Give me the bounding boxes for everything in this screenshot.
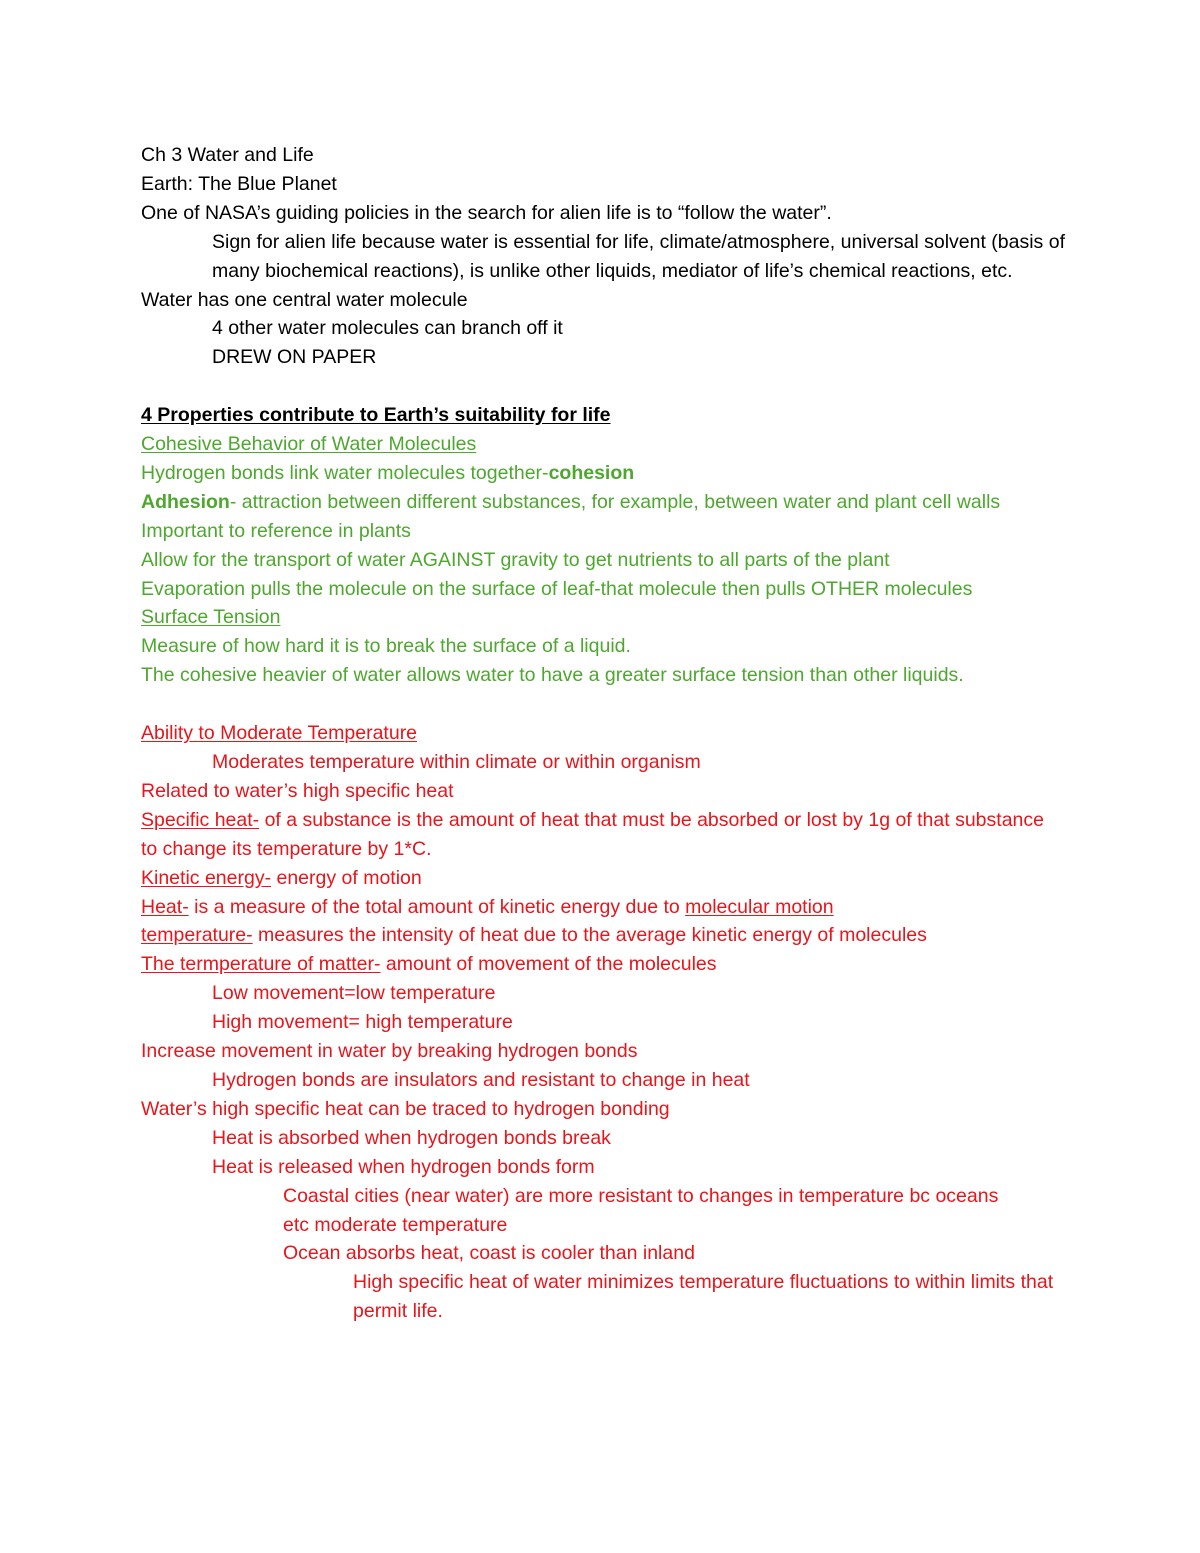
spacer	[141, 372, 1101, 401]
kinetic-energy-definition	[141, 864, 1101, 893]
kinetic-energy-term: Kinetic energy-	[141, 866, 272, 889]
nasa-policy-line: One of NASA’s guiding policies in the search for alien life is to “follow the water”.	[141, 201, 832, 224]
drew-on-paper-line: DREW ON PAPER	[212, 346, 377, 369]
temperature-heading: Ability to Moderate Temperature	[141, 722, 418, 745]
specific-heat-definition	[141, 806, 1051, 864]
surface-tension-heading: Surface Tension	[141, 606, 281, 629]
hydrogen-bonds-line	[141, 459, 1101, 488]
low-movement-line: Low movement=low temperature	[212, 982, 496, 1005]
cohesion-heading: Cohesive Behavior of Water Molecules	[141, 433, 477, 456]
chapter-title: Ch 3 Water and Life	[141, 144, 314, 166]
moderates-line: Moderates temperature within climate or within organism	[212, 751, 701, 773]
heat-absorbed-line: Heat is absorbed when hydrogen bonds break	[212, 1126, 611, 1149]
temperature-text: measures the intensity of heat due to the average kinetic energy of molecules	[252, 924, 927, 947]
temperature-of-matter-definition	[141, 950, 1101, 979]
specific-heat-relation-line: Related to water’s high specific heat	[141, 779, 454, 802]
coastal-cities-line: Coastal cities (near water) are more resistant to changes in temperature bc oceans etc moderate temperature	[283, 1184, 999, 1236]
heat-released-line: Heat is released when hydrogen bonds form	[212, 1155, 595, 1178]
molecular-motion-term: molecular motion	[685, 895, 834, 918]
document-page	[141, 141, 1101, 1326]
heading-underline-tail	[611, 401, 677, 430]
subtitle: Earth: The Blue Planet	[141, 172, 337, 195]
temperature-definition	[141, 921, 1101, 950]
adhesion-text: - attraction between different substances, for example, between water and plant cell walls	[229, 490, 1001, 513]
heat-term: Heat-	[141, 895, 189, 918]
adhesion-line	[141, 488, 1051, 517]
temperature-of-matter-text: amount of movement of the molecules	[380, 953, 717, 976]
cohesion-term: cohesion	[548, 461, 635, 484]
spacer	[141, 690, 1101, 719]
insulators-line: Hydrogen bonds are insulators and resistant to change in heat	[212, 1068, 750, 1091]
properties-heading-text: 4 Properties contribute to Earth’s suitability for life	[141, 404, 611, 427]
transport-line: Allow for the transport of water AGAINST gravity to get nutrients to all parts of the plant	[141, 548, 890, 571]
alien-life-note: Sign for alien life because water is essential for life, climate/atmosphere, universal solvent (basis of many biochemical reactions), is unlike other liquids, mediator of life’s chemical reactions, etc.	[212, 230, 1065, 282]
specific-heat-text: of a substance is the amount of heat that must be absorbed or lost by 1g of that substance to change its temperature by 1*C.	[141, 808, 1044, 860]
increase-movement-line: Increase movement in water by breaking hydrogen bonds	[141, 1040, 638, 1063]
heat-text: is a measure of the total amount of kinetic energy due to	[188, 895, 686, 918]
properties-heading	[141, 401, 1101, 430]
hydrogen-bonds-text: Hydrogen bonds link water molecules together-	[141, 461, 549, 484]
central-molecule-line: Water has one central water molecule	[141, 288, 468, 311]
traced-line: Water’s high specific heat can be traced to hydrogen bonding	[141, 1097, 670, 1120]
temperature-term: temperature-	[141, 924, 253, 947]
heat-definition	[141, 893, 1101, 922]
high-movement-line: High movement= high temperature	[212, 1011, 513, 1034]
surface-measure-line: Measure of how hard it is to break the surface of a liquid.	[141, 635, 631, 658]
ocean-absorbs-line: Ocean absorbs heat, coast is cooler than inland	[283, 1242, 695, 1265]
kinetic-energy-text: energy of motion	[271, 866, 422, 889]
temperature-of-matter-term: The termperature of matter-	[141, 953, 381, 976]
adhesion-term: Adhesion	[141, 490, 230, 513]
specific-heat-term: Specific heat-	[141, 808, 260, 831]
minimizes-line: High specific heat of water minimizes temperature fluctuations to within limits that permit life.	[353, 1271, 1054, 1323]
evaporation-line: Evaporation pulls the molecule on the surface of leaf-that molecule then pulls OTHER molecules	[141, 577, 973, 600]
plants-reference-line: Important to reference in plants	[141, 519, 411, 542]
surface-cohesive-line: The cohesive heavier of water allows water to have a greater surface tension than other liquids.	[141, 664, 964, 687]
branch-line: 4 other water molecules can branch off it	[212, 317, 563, 340]
